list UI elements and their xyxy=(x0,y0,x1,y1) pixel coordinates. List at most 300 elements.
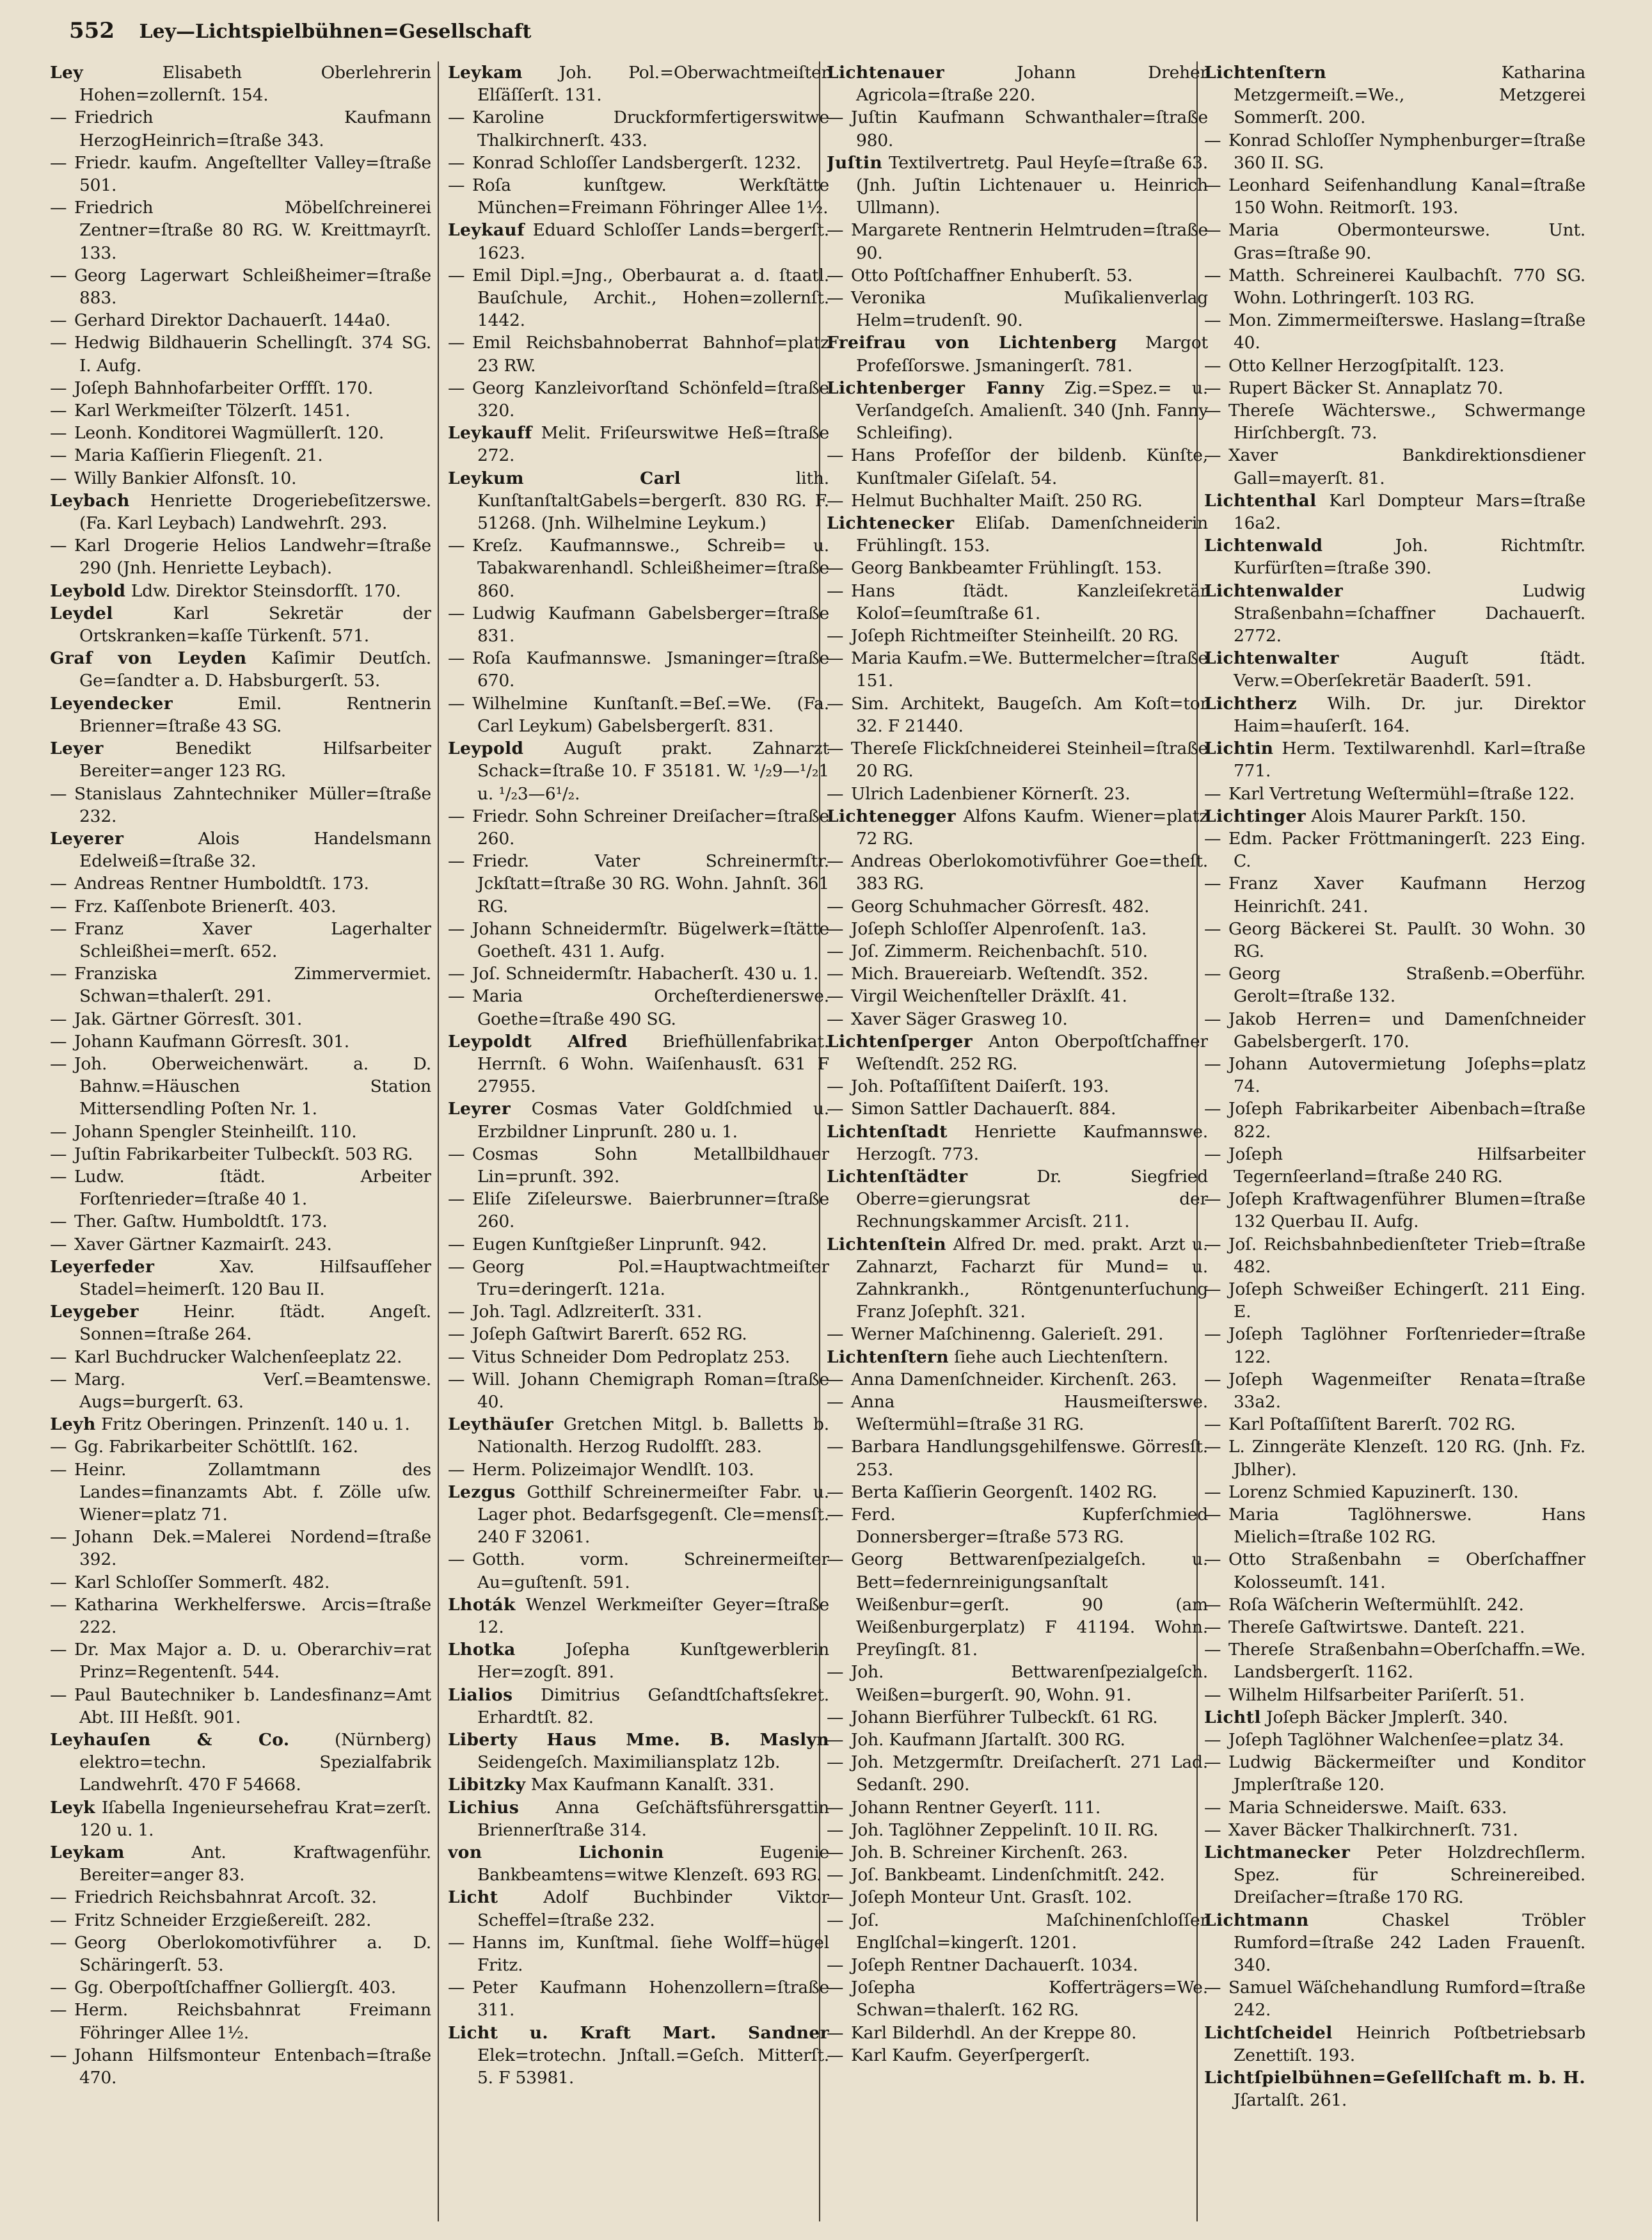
directory-entry xyxy=(1204,1503,1585,1548)
entry-text: Ulrich Ladenbiener Körnerſt. 23. xyxy=(851,783,1131,804)
entry-text: Virgil Weichenſteller Dräxlſt. 41. xyxy=(851,986,1127,1007)
directory-entry xyxy=(827,1909,1208,1954)
repeat-dash: — xyxy=(827,1910,844,1930)
entry-headword: Leydel xyxy=(50,603,113,623)
repeat-dash: — xyxy=(827,1955,844,1976)
directory-entry xyxy=(50,377,431,399)
entry-text: Emil. Rentnerin Brienner=ſtraße 43 SG. xyxy=(79,693,431,736)
repeat-dash: — xyxy=(827,265,844,285)
repeat-dash: — xyxy=(50,1347,67,1367)
directory-entry xyxy=(50,264,431,309)
entry-text: Maria Orcheſterdienerswe. Goethe=ſtraße 490 SG. xyxy=(472,986,829,1029)
entry-text: (Nürnberg) elektro=techn. Spezialfabrik Landwehrſt. 470 F 54668. xyxy=(79,1730,431,1795)
repeat-dash: — xyxy=(1204,783,1221,804)
repeat-dash: — xyxy=(1204,445,1221,466)
entry-text: Joſ. Zimmerm. Reichenbachſt. 510. xyxy=(851,941,1148,961)
directory-entry xyxy=(50,1729,431,1796)
directory-entry xyxy=(448,1594,829,1638)
entry-text: Joſeph Richtmeiſter Steinheilſt. 20 RG. xyxy=(851,626,1179,646)
entry-text: Wilh. Dr. jur. Direktor Haim=hauſerſt. 164. xyxy=(1234,693,1585,736)
entry-text: Georg Pol.=Hauptwachtmeiſter Tru=deringerſt. 121a. xyxy=(472,1256,829,1299)
entry-text: Melit. Friſeurswitwe Heß=ſtraße 272. xyxy=(477,423,829,466)
entry-text: Katharina Werkhelferswe. Arcis=ſtraße 222. xyxy=(74,1594,431,1638)
directory-entry xyxy=(448,602,829,647)
repeat-dash: — xyxy=(448,1459,465,1480)
repeat-dash: — xyxy=(50,1166,67,1187)
entry-text: Joſeph Monteur Unt. Grasſt. 102. xyxy=(851,1887,1132,1908)
repeat-dash: — xyxy=(827,693,844,714)
entry-text: Joſeph Rentner Dachauerſt. 1034. xyxy=(851,1955,1138,1976)
directory-entry xyxy=(50,580,431,602)
entry-headword: Leyh xyxy=(50,1414,96,1435)
directory-entry xyxy=(448,918,829,963)
entry-text: Otto Straßenbahn = Oberſchaffner Kolosseumſt. 141. xyxy=(1228,1549,1585,1592)
repeat-dash: — xyxy=(50,378,67,398)
repeat-dash: — xyxy=(1204,310,1221,331)
entry-headword: Lichtmann xyxy=(1204,1910,1309,1930)
entry-text: Heinr. Zollamtmann des Landes=finanzamts Abt. f. Zölle uſw. Wiener=platz 71. xyxy=(74,1459,431,1524)
directory-entry xyxy=(827,1008,1208,1030)
entry-text: Henriette Drogeriebeſitzerswe. (Fa. Karl Leybach) Landwehrſt. 293. xyxy=(79,490,431,534)
directory-entry xyxy=(50,963,431,1007)
repeat-dash: — xyxy=(1204,1797,1221,1818)
repeat-dash: — xyxy=(1204,964,1221,984)
directory-entry xyxy=(448,467,829,535)
directory-entry xyxy=(1204,444,1585,489)
entry-text: Ludwig Bäckermeiſter und Konditor Jmplerſtraße 120. xyxy=(1228,1752,1585,1795)
repeat-dash: — xyxy=(448,108,465,128)
entry-text: Willy Bankier Alfonsſt. 10. xyxy=(74,468,297,488)
repeat-dash: — xyxy=(827,1662,844,1683)
entry-headword: Leybold xyxy=(50,580,126,601)
entry-text: Alois Handelsmann Edelweiß=ſtraße 32. xyxy=(79,828,431,872)
directory-entry xyxy=(50,534,431,579)
entry-text: Hedwig Bildhauerin Schellingſt. 374 SG. I. Aufg. xyxy=(74,333,431,376)
directory-entry xyxy=(827,1391,1208,1436)
repeat-dash: — xyxy=(827,851,844,872)
entry-text: Georg Bäckerei St. Paulſt. 30 Wohn. 30 RG. xyxy=(1228,918,1585,961)
directory-entry xyxy=(50,895,431,918)
entry-text: Joſeph Gaſtwirt Barerſt. 652 RG. xyxy=(472,1324,747,1345)
entry-text: Heinrich Poſtbetriebsarb Zenettiſt. 193. xyxy=(1234,2022,1585,2065)
entry-text: Franziska Zimmervermiet. Schwan=thalerſt. 291. xyxy=(74,964,431,1007)
repeat-dash: — xyxy=(1204,1437,1221,1457)
directory-entry xyxy=(1204,1796,1585,1819)
entry-text: Anna Hausmeiſterswe. Weſtermühl=ſtraße 31 RG. xyxy=(851,1391,1208,1435)
directory-entry xyxy=(448,963,829,985)
directory-entry xyxy=(50,1233,431,1256)
entry-headword: Leykauff xyxy=(448,423,532,444)
repeat-dash: — xyxy=(50,468,67,488)
entry-text: Xaver Bankdirektionsdiener Gall=mayerſt. 81. xyxy=(1228,445,1585,488)
entry-text: Friedrich Möbelſchreinerei Zentner=ſtraße 80 RG. W. Kreittmayrſt. 133. xyxy=(74,198,431,263)
entry-headword: Lichtſpielbühnen=Geſellſchaft m. b. H. xyxy=(1204,2068,1585,2088)
directory-entry xyxy=(1204,918,1585,963)
directory-entry xyxy=(1204,1368,1585,1413)
entry-text: Johann Spengler Steinheilſt. 110. xyxy=(74,1121,357,1142)
entry-headword: Licht xyxy=(448,1887,498,1908)
repeat-dash: — xyxy=(827,1369,844,1389)
directory-entry xyxy=(827,1436,1208,1480)
directory-entry xyxy=(827,1075,1208,1098)
entry-text: Joh. Metzgermſtr. Dreiſacherſt. 271 Lad. Sedanſt. 290. xyxy=(851,1752,1208,1795)
directory-entry xyxy=(827,985,1208,1007)
directory-entry xyxy=(448,1886,829,1931)
repeat-dash: — xyxy=(448,851,465,872)
repeat-dash: — xyxy=(50,1932,67,1953)
repeat-dash: — xyxy=(1204,1234,1221,1254)
entry-text: Joſeph Wagenmeiſter Renata=ſtraße 33a2. xyxy=(1228,1369,1585,1412)
repeat-dash: — xyxy=(827,1437,844,1457)
repeat-dash: — xyxy=(827,1843,844,1863)
directory-entry xyxy=(448,1481,829,1549)
directory-entry xyxy=(827,580,1208,625)
directory-entry xyxy=(1204,1616,1585,1638)
entry-headword: Lichtenecker xyxy=(827,513,955,534)
directory-entry xyxy=(1204,490,1585,534)
directory-entry xyxy=(448,106,829,151)
directory-entry xyxy=(1204,1143,1585,1188)
directory-entry xyxy=(1204,805,1585,828)
entry-headword: Freifrau von Lichtenberg xyxy=(827,333,1117,353)
directory-entry xyxy=(827,264,1208,287)
directory-entry xyxy=(827,1548,1208,1661)
repeat-dash: — xyxy=(50,1640,67,1660)
directory-entry xyxy=(50,399,431,422)
entry-text: L. Zinngeräte Klenzeſt. 120 RG. (Jnh. Fz. Jblher). xyxy=(1228,1437,1585,1480)
directory-entry xyxy=(448,1143,829,1188)
directory-entry xyxy=(448,1300,829,1323)
repeat-dash: — xyxy=(448,648,465,669)
entry-text: Joſepha Kofferträgers=We. Schwan=thalerſt. 162 RG. xyxy=(851,1978,1208,2020)
repeat-dash: — xyxy=(1204,378,1221,398)
repeat-dash: — xyxy=(1204,1482,1221,1502)
directory-entry xyxy=(827,1481,1208,1503)
entry-text: Rupert Bäcker St. Annaplatz 70. xyxy=(1228,378,1504,398)
directory-entry xyxy=(50,1594,431,1638)
directory-entry xyxy=(827,1121,1208,1165)
entry-text: Roſa kunſtgew. Werkſtätte München=Freimann Föhringer Allee 1½. xyxy=(472,175,829,218)
entry-text: Leonh. Konditorei Wagmüllerſt. 120. xyxy=(74,423,385,444)
directory-entry xyxy=(1204,1413,1585,1436)
repeat-dash: — xyxy=(1204,874,1221,894)
directory-entry xyxy=(1204,129,1585,174)
entry-text: Seidengeſch. Maximiliansplatz 12b. xyxy=(477,1752,781,1773)
directory-entry xyxy=(50,872,431,895)
entry-text: Chaskel Tröbler Rumford=ſtraße 242 Laden Frauenſt. 340. xyxy=(1234,1910,1585,1976)
entry-text: Jakob Herren= und Damenſchneider Gabelsbergerſt. 170. xyxy=(1228,1009,1585,1052)
entry-text: Dr. Siegfried Oberre=gierungsrat der Rechnungskammer Arcisſt. 211. xyxy=(856,1166,1208,1232)
entry-text: Katharina Metzgermeiſt.=We., Metzgerei Sommerſt. 200. xyxy=(1234,63,1585,128)
entry-text: Joh. Richtmſtr. Kurfürſten=ſtraße 390. xyxy=(1234,536,1585,579)
entry-text: Margarete Rentnerin Helmtruden=ſtraße 90. xyxy=(851,220,1208,263)
entry-text: Mich. Brauereiarb. Weſtendſt. 352. xyxy=(851,964,1148,984)
entry-text: Karl Buchdrucker Walchenſeeplatz 22. xyxy=(74,1347,402,1367)
directory-entry xyxy=(448,1729,829,1773)
entry-text: Vitus Schneider Dom Pedroplatz 253. xyxy=(472,1347,790,1367)
directory-entry xyxy=(448,1684,829,1729)
repeat-dash: — xyxy=(448,536,465,556)
entry-text: Emil Dipl.=Jng., Oberbaurat a. d. ſtaatl. Bauſchule, Archit., Hohen=zollernſt. 1442. xyxy=(472,265,829,331)
entry-headword: Leypold xyxy=(448,739,524,759)
repeat-dash: — xyxy=(50,783,67,804)
entry-text: Gerhard Direktor Dachauerſt. 144a0. xyxy=(74,310,391,331)
directory-entry xyxy=(1204,1909,1585,1977)
repeat-dash: — xyxy=(50,2045,67,2065)
entry-text: Gg. Fabrikarbeiter Schöttlſt. 162. xyxy=(74,1437,358,1457)
directory-entry xyxy=(827,963,1208,985)
repeat-dash: — xyxy=(1204,1189,1221,1210)
directory-entry xyxy=(448,1548,829,1593)
entry-text: Peter Holzdrechſlerm. Spez. für Schreinereibed. Dreiſacher=ſtraße 170 RG. xyxy=(1234,1843,1585,1908)
entry-text: Konrad Schloſſer Nymphenburger=ſtraße 360 II. SG. xyxy=(1228,130,1585,173)
entry-headword: Lichius xyxy=(448,1797,520,1818)
entry-text: Roſa Kaufmannswe. Jsmaninger=ſtraße 670. xyxy=(472,648,829,691)
entry-text: Edm. Packer Fröttmaningerſt. 223 Eing. C. xyxy=(1228,828,1585,872)
entry-text: Thereſe Straßenbahn=Oberſchaffn.=We. Landsbergerſt. 1162. xyxy=(1228,1640,1585,1683)
directory-entry xyxy=(1204,783,1585,805)
directory-entry xyxy=(1204,219,1585,264)
directory-entry xyxy=(1204,1729,1585,1751)
directory-entry xyxy=(50,332,431,376)
directory-entry xyxy=(448,985,829,1030)
entry-text: Friedrich Reichsbahnrat Arcoſt. 32. xyxy=(74,1887,377,1908)
entry-text: Mon. Zimmermeiſterswe. Haslang=ſtraße 40. xyxy=(1228,310,1585,353)
directory-entry xyxy=(50,1008,431,1030)
column-divider xyxy=(438,61,439,2221)
entry-headword: Leykauf xyxy=(448,220,525,241)
repeat-dash: — xyxy=(50,1121,67,1142)
repeat-dash: — xyxy=(50,310,67,331)
entry-text: Herm. Polizeimajor Wendlſt. 103. xyxy=(472,1459,754,1480)
entry-headword: Licht u. Kraft Mart. Sandner xyxy=(448,2022,829,2043)
entry-text: Joh. Taglöhner Zeppelinſt. 10 II. RG. xyxy=(851,1820,1159,1840)
repeat-dash: — xyxy=(50,198,67,218)
entry-text: Karl Kaufm. Geyerſpergerſt. xyxy=(851,2045,1090,2065)
entry-text: Joh. Poſtaſſiſtent Daiſerſt. 193. xyxy=(851,1076,1109,1097)
entry-text: Auguſt ſtädt. Verw.=Oberſekretär Baaderſt. 591. xyxy=(1234,648,1585,691)
entry-text: Maria Obermonteurswe. Unt. Gras=ſtraße 90. xyxy=(1228,220,1585,263)
directory-entry xyxy=(448,737,829,805)
entry-text: Joh. Bettwarenſpezialgeſch. Weißen=burgerſt. 90, Wohn. 91. xyxy=(851,1662,1208,1705)
directory-entry xyxy=(50,1796,431,1841)
entry-text: Johann Dreher Agricola=ſtraße 220. xyxy=(856,63,1208,106)
directory-entry xyxy=(50,918,431,963)
directory-entry xyxy=(50,828,431,872)
entry-text: Veronika Muſikalienverlag Helm=trudenſt. 90. xyxy=(851,288,1208,331)
directory-entry xyxy=(50,1030,431,1053)
repeat-dash: — xyxy=(1204,1617,1221,1638)
entry-text: Joſeph Schloſſer Alpenroſenſt. 1a3. xyxy=(851,918,1147,939)
directory-entry xyxy=(827,1976,1208,2021)
directory-entry xyxy=(827,1346,1208,1368)
repeat-dash: — xyxy=(448,1256,465,1277)
directory-entry xyxy=(50,444,431,467)
page-number: 552 xyxy=(69,18,115,44)
entry-text: Joh. Tagl. Adlzreiterſt. 331. xyxy=(472,1302,703,1322)
entry-headword: Ley xyxy=(50,63,84,83)
directory-entry xyxy=(1204,355,1585,377)
entry-text: Hans Profeſſor der bildenb. Künſte, Kunſtmaler Giſelaſt. 54. xyxy=(851,445,1208,488)
repeat-dash: — xyxy=(50,1572,67,1592)
repeat-dash: — xyxy=(827,1324,844,1345)
entry-text: lith. KunſtanſtaltGabels=bergerſt. 830 RG. F. 51268. (Jnh. Wilhelmine Leykum.) xyxy=(477,468,829,534)
repeat-dash: — xyxy=(1204,355,1221,376)
entry-headword: Leykam xyxy=(448,63,523,83)
repeat-dash: — xyxy=(448,603,465,623)
directory-entry xyxy=(50,783,431,828)
directory-entry xyxy=(827,850,1208,895)
directory-entry xyxy=(448,332,829,376)
directory-entry xyxy=(448,805,829,850)
entry-text: Friedr. kaufm. Angeſtellter Valley=ſtraße 501. xyxy=(74,152,431,196)
entry-headword: Lichtenſperger xyxy=(827,1031,973,1052)
repeat-dash: — xyxy=(50,265,67,285)
directory-entry xyxy=(827,1819,1208,1841)
entry-text: Joſeph Fabrikarbeiter Aibenbach=ſtraße 822. xyxy=(1228,1099,1585,1142)
repeat-dash: — xyxy=(50,1234,67,1254)
directory-entry xyxy=(50,196,431,264)
entry-text: Johann Dek.=Malerei Nordend=ſtraße 392. xyxy=(74,1527,431,1570)
directory-column-1 xyxy=(50,61,431,2225)
directory-entry xyxy=(827,692,1208,737)
repeat-dash: — xyxy=(1204,1549,1221,1570)
entry-text: Maria Taglöhnerswe. Hans Mielich=ſtraße 102 RG. xyxy=(1228,1505,1585,1548)
repeat-dash: — xyxy=(827,1391,844,1412)
entry-text: Thereſe Flickſchneiderei Steinheil=ſtraße 20 RG. xyxy=(851,739,1208,781)
entry-text: Cosmas Vater Goldſchmied u. Erzbildner Linprunſt. 280 u. 1. xyxy=(477,1099,829,1142)
directory-entry xyxy=(50,602,431,647)
directory-entry xyxy=(50,1413,431,1436)
entry-headword: Leygeber xyxy=(50,1302,139,1322)
repeat-dash: — xyxy=(448,986,465,1007)
entry-text: Karoline Druckformfertigerswitwe Thalkirchnerſt. 433. xyxy=(472,108,829,150)
directory-entry xyxy=(50,61,431,106)
directory-entry xyxy=(448,1188,829,1233)
directory-entry xyxy=(1204,692,1585,737)
directory-entry xyxy=(827,647,1208,692)
directory-entry xyxy=(827,444,1208,489)
directory-entry xyxy=(1204,580,1585,648)
entry-headword: Liberty Haus Mme. B. Maslyn xyxy=(448,1730,829,1750)
entry-text: Jak. Gärtner Görresſt. 301. xyxy=(74,1009,303,1029)
directory-entry xyxy=(827,1165,1208,1233)
directory-entry xyxy=(1204,1841,1585,1909)
repeat-dash: — xyxy=(1204,1099,1221,1119)
entry-headword: Lichtſcheidel xyxy=(1204,2022,1333,2043)
entry-text: Maria Schneiderswe. Maiſt. 633. xyxy=(1228,1797,1507,1818)
entry-text: Eugenie Bankbeamtens=witwe Klenzeſt. 693 RG. xyxy=(477,1843,829,1885)
entry-text: Alfons Kaufm. Wiener=platz 72 RG. xyxy=(856,806,1208,849)
directory-entry xyxy=(827,152,1208,220)
directory-entry xyxy=(448,152,829,174)
entry-text: Xaver Bäcker Thalkirchnerſt. 731. xyxy=(1228,1820,1518,1840)
entry-headword: Lichtenegger xyxy=(827,806,957,826)
entry-text: Johann Bierführer Tulbeckſt. 61 RG. xyxy=(851,1707,1158,1727)
repeat-dash: — xyxy=(50,1594,67,1615)
directory-entry xyxy=(1204,1751,1585,1796)
repeat-dash: — xyxy=(827,1752,844,1773)
repeat-dash: — xyxy=(448,175,465,196)
entry-text: Joſepha Kunſtgewerblerin Her=zogſt. 891. xyxy=(477,1640,829,1683)
entry-text: Wenzel Werkmeiſter Geyer=ſtraße 12. xyxy=(477,1594,829,1638)
repeat-dash: — xyxy=(50,874,67,894)
entry-text: Gretchen Mitgl. b. Balletts b. Nationalth. Herzog Rudolfſt. 283. xyxy=(477,1414,829,1457)
directory-column-4 xyxy=(1204,61,1585,2225)
entry-text: Kreſz. Kaufmannswe., Schreib= u. Tabakwarenhandl. Schleißheimer=ſtraße 860. xyxy=(472,536,829,601)
entry-text: Karl Dompteur Mars=ſtraße 16a2. xyxy=(1234,490,1585,534)
directory-entry xyxy=(827,1751,1208,1796)
directory-entry xyxy=(1204,963,1585,1007)
repeat-dash: — xyxy=(827,1076,844,1097)
entry-headword: Lichtherz xyxy=(1204,693,1298,714)
entry-headword: Lichtenſtädter xyxy=(827,1166,968,1187)
entry-text: Karl Drogerie Helios Landwehr=ſtraße 290 (Jnh. Henriette Leybach). xyxy=(74,536,431,579)
repeat-dash: — xyxy=(448,806,465,826)
directory-entry xyxy=(1204,1323,1585,1368)
repeat-dash: — xyxy=(827,1797,844,1818)
repeat-dash: — xyxy=(827,1707,844,1727)
repeat-dash: — xyxy=(448,1144,465,1164)
entry-text: Otto Kellner Herzogſpitalſt. 123. xyxy=(1228,355,1505,376)
entry-headword: Leykum Carl xyxy=(448,468,681,488)
repeat-dash: — xyxy=(50,445,67,466)
entry-text: Eduard Schloſſer Lands=bergerſt. 1623. xyxy=(477,220,829,263)
entry-headword: Leykam xyxy=(50,1843,125,1863)
directory-entry xyxy=(448,174,829,219)
entry-text: Eugen Kunſtgießer Linprunſt. 942. xyxy=(472,1234,767,1254)
repeat-dash: — xyxy=(827,648,844,669)
entry-headword: Leybach xyxy=(50,490,130,511)
entry-text: Georg Straßenb.=Oberführ. Gerolt=ſtraße 132. xyxy=(1228,964,1585,1007)
entry-text: Stanislaus Zahntechniker Müller=ſtraße 232. xyxy=(74,783,431,826)
directory-entry xyxy=(448,1413,829,1458)
directory-entry xyxy=(827,377,1208,445)
entry-headword: Lichtmanecker xyxy=(1204,1843,1351,1863)
repeat-dash: — xyxy=(50,1437,67,1457)
repeat-dash: — xyxy=(1204,401,1221,421)
entry-text: Johann Schneidermſtr. Bügelwerk=ſtätte Goetheſt. 431 1. Aufg. xyxy=(472,918,829,961)
repeat-dash: — xyxy=(1204,130,1221,150)
repeat-dash: — xyxy=(827,918,844,939)
repeat-dash: — xyxy=(827,626,844,646)
entry-text: Henriette Kaufmannswe. Herzogſt. 773. xyxy=(856,1121,1208,1164)
entry-text: Juſtin Kaufmann Schwanthaler=ſtraße 980. xyxy=(851,108,1208,150)
repeat-dash: — xyxy=(1204,265,1221,285)
directory-entry xyxy=(448,2022,829,2090)
entry-text: Georg Kanzleivorſtand Schönfeld=ſtraße 320. xyxy=(472,378,829,421)
entry-text: Joh. B. Schreiner Kirchenſt. 263. xyxy=(851,1843,1128,1863)
entry-text: Friedr. Vater Schreinermſtr. Jckſtatt=ſtraße 30 RG. Wohn. Jahnſt. 361 RG. xyxy=(472,851,829,916)
repeat-dash: — xyxy=(827,964,844,984)
repeat-dash: — xyxy=(448,1234,465,1254)
entry-headword: Lhoták xyxy=(448,1594,516,1615)
directory-entry xyxy=(448,377,829,422)
repeat-dash: — xyxy=(827,986,844,1007)
directory-entry xyxy=(50,1638,431,1683)
directory-entry xyxy=(827,106,1208,151)
entry-text: Ludw. ſtädt. Arbeiter Forſtenrieder=ſtraße 40 1. xyxy=(74,1166,431,1210)
directory-entry xyxy=(1204,61,1585,129)
repeat-dash: — xyxy=(50,1910,67,1930)
entry-text: Zig.=Spez.= u. Verſandgeſch. Amalienſt. 340 (Jnh. Fanny Schleifing). xyxy=(856,378,1208,444)
repeat-dash: — xyxy=(50,1684,67,1705)
repeat-dash: — xyxy=(50,1887,67,1908)
repeat-dash: — xyxy=(827,580,844,601)
entry-text: Georg Bankbeamter Frühlingſt. 153. xyxy=(851,558,1162,579)
entry-text: Georg Schuhmacher Görresſt. 482. xyxy=(851,896,1150,916)
entry-headword: Leyerer xyxy=(50,828,124,849)
